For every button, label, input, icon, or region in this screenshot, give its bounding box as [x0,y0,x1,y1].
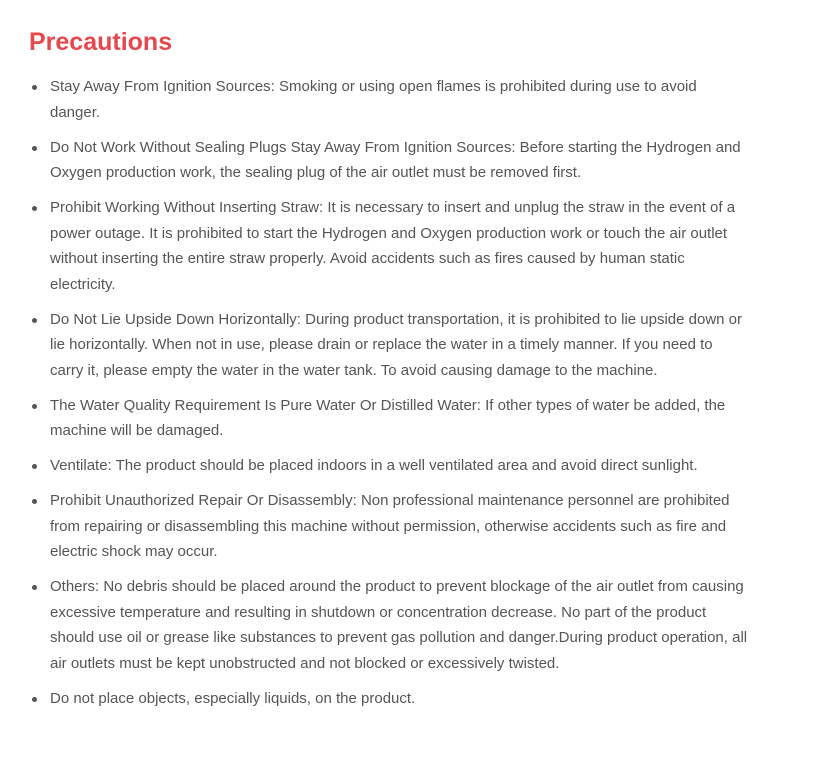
bullet-icon [32,697,37,702]
list-item [29,686,749,712]
list-item-text: Others: No debris should be placed around the product to prevent blockage of the air outlet from causing excessive temperature and resulting in shutdown or concentration decrease. No part of the product should use oil or grease like substances to prevent gas pollution and danger.During product operation, all air outlets must be kept unobstructed and not blocked or excessively twisted. [50,578,748,672]
list-item [29,488,749,565]
bullet-icon [32,464,37,469]
bullet-icon [32,585,37,590]
list-item [29,307,749,384]
list-item-text: Do Not Work Without Sealing Plugs Stay Away From Ignition Sources: Before starting the Hydrogen and Oxygen production work, the sealing plug of the air outlet must be removed first. [50,138,741,181]
list-item-text: Do Not Lie Upside Down Horizontally: During product transportation, it is prohibited to lie upside down or lie horizontally. When not in use, please drain or replace the water in a timely manner. If you need to carry it, please empty the water in the water tank. To avoid causing damage to the machine. [50,310,743,379]
bullet-icon [32,318,37,323]
list-item [29,393,749,444]
list-item-text: The Water Quality Requirement Is Pure Water Or Distilled Water: If other types of water be added, the machine will be damaged. [50,396,726,439]
bullet-icon [32,404,37,409]
bullet-icon [32,146,37,151]
bullet-icon [32,206,37,211]
bullet-icon [32,85,37,90]
list-item [29,135,749,186]
list-item [29,574,749,676]
section-title: Precautions [29,28,173,56]
precautions-list [29,74,749,711]
list-item-text: Ventilate: The product should be placed indoors in a well ventilated area and avoid direct sunlight. [50,457,698,474]
list-item [29,74,749,125]
list-item [29,453,749,479]
list-item [29,195,749,297]
list-item-text: Do not place objects, especially liquids, on the product. [50,689,416,707]
list-item-text: Stay Away From Ignition Sources: Smoking or using open flames is prohibited during use to avoid danger. [50,78,697,121]
list-item-text: Prohibit Unauthorized Repair Or Disassembly: Non professional maintenance personnel are prohibited from repairing or disassembling this machine without permission, otherwise accidents such as fire and electric shock may occur. [50,492,730,560]
list-item-text: Prohibit Working Without Inserting Straw: It is necessary to insert and unplug the straw in the event of a power outage. It is prohibited to start the Hydrogen and Oxygen production work or touch the air outlet without inserting the entire straw properly. Avoid accidents such as fires caused by human static electricity. [50,199,736,293]
bullet-icon [32,499,37,504]
